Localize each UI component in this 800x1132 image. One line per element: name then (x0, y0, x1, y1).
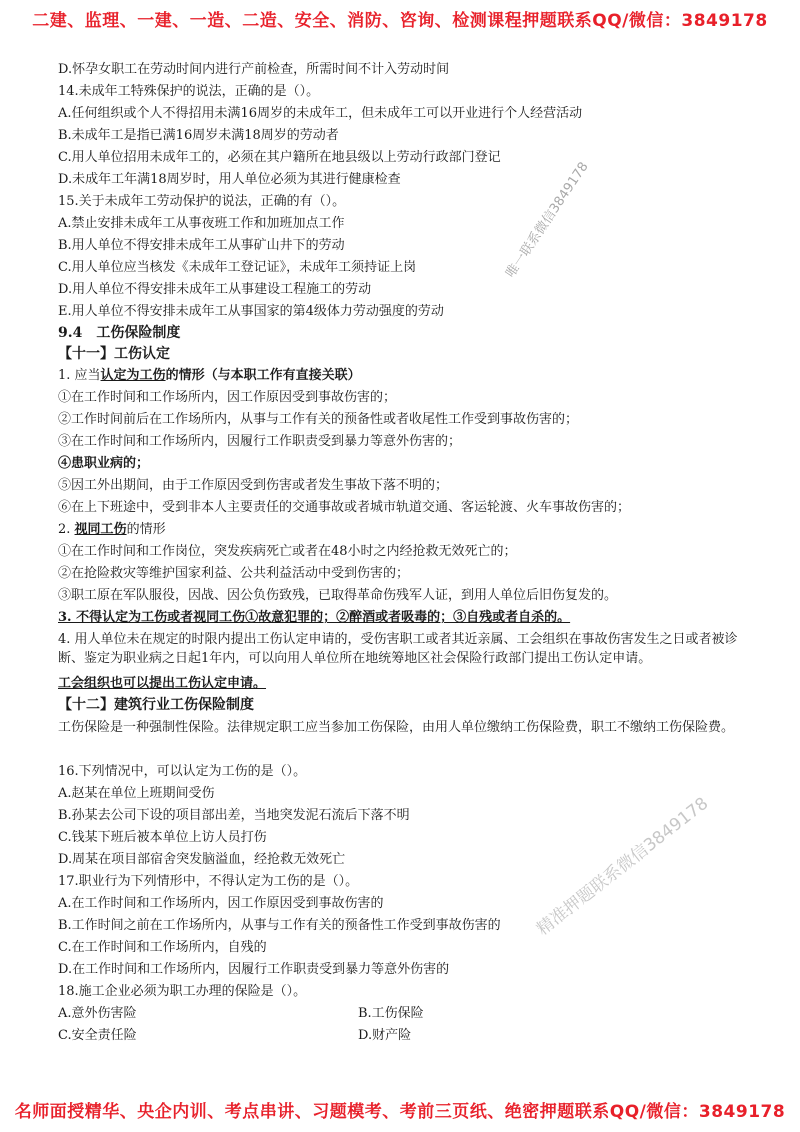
option-row (58, 1004, 758, 1025)
option-line: D.怀孕女职工在劳动时间内进行产前检查，所需时间不计入劳动时间 (58, 62, 450, 77)
watermark-text: 唯一联系微信3849178 (503, 159, 592, 281)
option-line: E.用人单位不得安排未成年工从事国家的第4级体力劳动强度的劳动 (58, 304, 444, 319)
subsection-heading-12: 【十二】建筑行业工伤保险制度 (58, 697, 254, 713)
option-line: D.周某在项目部宿舍突发脑溢血，经抢救无效死亡 (58, 852, 346, 867)
list-item: ②在抢险救灾等维护国家利益、公共利益活动中受到伤害的； (58, 566, 410, 581)
question-15: 15.关于未成年工劳动保护的说法，正确的有（）。 (58, 194, 346, 209)
point-2-prefix: 2. (58, 522, 75, 537)
option-line: D.在工作时间和工作场所内，因履行工作职责受到暴力等意外伤害的 (58, 962, 450, 977)
point-4: 4. 用人单位未在规定的时限内提出工伤认定申请的，受伤害职工或者其近亲属、工会组织在事故伤害发生之日或者被诊断、鉴定为职业病之日起1年内，可以向用人单位所在地统筹地区社会保险行政部门提出工伤认定申请。 (58, 632, 738, 666)
bottom-banner: 名师面授精华、央企内训、考点串讲、习题模考、考前三页纸、绝密押题联系QQ/微信：3849178 (14, 1102, 786, 1122)
option-line: C.用人单位应当核发《未成年工登记证》，未成年工须持证上岗 (58, 260, 417, 275)
point-2-suffix: 的情形 (126, 522, 166, 537)
option-line: D.未成年工年满18周岁时，用人单位必须为其进行健康检查 (58, 172, 401, 187)
paragraph-insurance: 工伤保险是一种强制性保险。法律规定职工应当参加工伤保险，由用人单位缴纳工伤保险费，职工不缴纳工伤保险费。 (58, 720, 735, 735)
point-1-keyword: 认定为工伤 (100, 368, 166, 383)
option-row (58, 1026, 758, 1047)
option-line: B.用人单位不得安排未成年工从事矿山井下的劳动 (58, 238, 345, 253)
option-line: C.钱某下班后被本单位上访人员打伤 (58, 830, 267, 845)
point-1 (58, 366, 758, 387)
option-a: A.意外伤害险 (58, 1006, 137, 1021)
point-2 (58, 520, 758, 541)
question-14: 14.未成年工特殊保护的说法，正确的是（）。 (58, 84, 320, 99)
point-3: 3. 不得认定为工伤或者视同工伤①故意犯罪的；②醉酒或者吸毒的；③自残或者自杀的。 (58, 610, 571, 625)
option-line: D.用人单位不得安排未成年工从事建设工程施工的劳动 (58, 282, 372, 297)
option-line: A.禁止安排未成年工从事夜班工作和加班加点工作 (58, 216, 345, 231)
subsection-heading-11: 【十一】工伤认定 (58, 346, 170, 362)
option-line: C.用人单位招用未成年工的，必须在其户籍所在地县级以上劳动行政部门登记 (58, 150, 501, 165)
question-18: 18.施工企业必须为职工办理的保险是（）。 (58, 984, 307, 999)
question-17: 17.职业行为下列情形中，不得认定为工伤的是（）。 (58, 874, 359, 889)
section-heading-9-4: 9.4 工伤保险制度 (58, 325, 181, 341)
option-d: D.财产险 (358, 1028, 412, 1043)
option-line: A.任何组织或个人不得招用未满16周岁的未成年工，但未成年工可以开业进行个人经营活动 (58, 106, 583, 121)
list-item: ①在工作时间和工作岗位，突发疾病死亡或者在48小时之内经抢救无效死亡的； (58, 544, 517, 559)
option-line: A.在工作时间和工作场所内，因工作原因受到事故伤害的 (58, 896, 384, 911)
question-16: 16.下列情况中，可以认定为工伤的是（）。 (58, 764, 307, 779)
option-b: B.工伤保险 (358, 1006, 424, 1021)
option-line: B.工作时间之前在工作场所内，从事与工作有关的预备性工作受到事故伤害的 (58, 918, 501, 933)
point-4-note: 工会组织也可以提出工伤认定申请。 (58, 676, 267, 691)
list-item: ③职工原在军队服役，因战、因公负伤致残，已取得革命伤残军人证，到用人单位后旧伤复发的。 (58, 588, 618, 603)
list-item: ④患职业病的； (58, 456, 150, 471)
list-item: ②工作时间前后在工作场所内，从事与工作有关的预备性或者收尾性工作受到事故伤害的； (58, 412, 579, 427)
point-1-prefix: 1. 应当 (58, 368, 101, 383)
list-item: ⑥在上下班途中，受到非本人主要责任的交通事故或者城市轨道交通、客运轮渡、火车事故伤害的； (58, 500, 631, 515)
option-line: A.赵某在单位上班期间受伤 (58, 786, 215, 801)
point-2-keyword: 视同工伤 (74, 522, 127, 537)
option-line: C.在工作时间和工作场所内，自残的 (58, 940, 267, 955)
point-1-suffix: 的情形（与本职工作有直接关联） (165, 368, 361, 383)
option-line: B.孙某去公司下设的项目部出差，当地突发泥石流后下落不明 (58, 808, 410, 823)
option-c: C.安全责任险 (58, 1028, 137, 1043)
list-item: ⑤因工外出期间，由于工作原因受到伤害或者发生事故下落不明的； (58, 478, 449, 493)
top-banner: 二建、监理、一建、一造、二造、安全、消防、咨询、检测课程押题联系QQ/微信：3849178 (32, 11, 768, 31)
watermark-text: 精准押题联系微信3849178 (533, 793, 713, 940)
list-item: ③在工作时间和工作场所内，因履行工作职责受到暴力等意外伤害的； (58, 434, 462, 449)
option-line: B.未成年工是指已满16周岁未满18周岁的劳动者 (58, 128, 339, 143)
list-item: ①在工作时间和工作场所内，因工作原因受到事故伤害的； (58, 390, 397, 405)
